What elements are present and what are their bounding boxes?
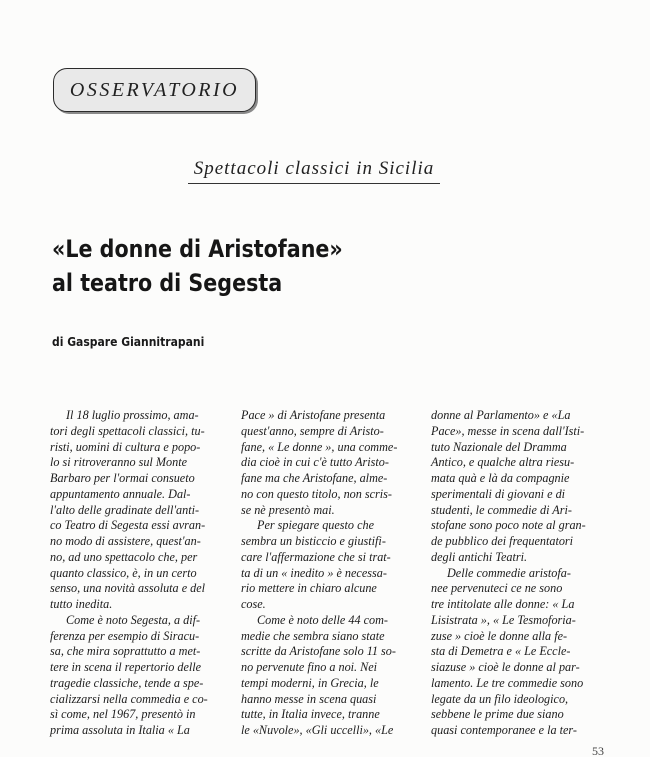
article-byline: di Gaspare Giannitrapani: [52, 335, 205, 349]
text-line: le «Nuvole», «Gli uccelli», «Le: [241, 723, 394, 737]
text-line: sperimentali di giovani e di: [431, 486, 566, 501]
text-column-3: [431, 408, 609, 739]
text-line: zuse » cioè le donne alla fe-: [431, 628, 568, 643]
text-line: se nè presentò mai.: [241, 502, 335, 517]
article-title: [52, 232, 534, 300]
section-label-box: [53, 68, 256, 112]
text-line: no pervenute fino a noi. Nei: [241, 660, 378, 674]
text-column-2: [241, 408, 419, 739]
text-line: tutte, in Italia invece, tranne: [241, 707, 380, 722]
text-line: scritte da Aristofane solo 11 so-: [241, 644, 396, 659]
text-line: quanto classico, è, in un certo: [50, 565, 197, 580]
text-line: degli antichi Teatri.: [431, 549, 528, 564]
text-line: Per spiegare questo che: [257, 518, 374, 533]
section-label: OSSERVATORIO: [69, 78, 240, 101]
text-line: hanno messe in scena quasi: [241, 691, 377, 706]
text-line: lo si ritroveranno sul Monte: [50, 455, 187, 470]
text-line: no modo di assistere, quest'an-: [50, 534, 201, 548]
text-line: studenti, le commedie di Ari-: [431, 502, 572, 517]
text-line: quasi contemporanee e la ter-: [431, 723, 577, 737]
text-line: prima assoluta in Italia « La: [50, 723, 190, 737]
text-line: tere in scena il repertorio delle: [50, 660, 202, 674]
text-line: lamento. Le tre commedie sono: [431, 675, 584, 690]
page-number: 53: [592, 744, 604, 758]
text-line: Il 18 luglio prossimo, ama-: [66, 408, 199, 422]
text-line: Pace», messe in scena dall'Isti-: [431, 423, 585, 438]
text-line: mata quà e là da compagnie: [431, 471, 570, 485]
text-line: quest'anno, sempre di Aristo-: [241, 423, 384, 438]
text-line: Delle commedie aristofa-: [447, 565, 571, 580]
text-line: Lisistrata », « Le Tesmoforia-: [431, 612, 576, 627]
text-line: tragedie classiche, tende a spe-: [50, 675, 204, 690]
text-line: cose.: [241, 597, 266, 611]
text-line: siazuse » cioè le donne al par-: [431, 660, 580, 674]
article-subtitle: Spettacoli classici in Sicilia: [193, 158, 435, 179]
text-line: l'alto delle gradinate dell'anti-: [50, 502, 200, 517]
text-line: fane, « Le donne », una comme-: [241, 439, 398, 454]
text-line: medie che sembra siano state: [241, 628, 385, 643]
text-line: de pubblico dei frequentatori: [431, 534, 574, 548]
text-line: Pace » di Aristofane presenta: [241, 408, 386, 422]
text-line: care l'affermazione che si trat-: [241, 549, 391, 564]
text-line: sebbene le prime due siano: [431, 707, 564, 722]
article-title-line: «Le donne di Aristofane»: [52, 235, 343, 263]
text-line: sì come, nel 1967, presentò in: [50, 707, 196, 722]
text-line: tempi moderni, in Grecia, le: [241, 675, 379, 690]
text-column-1: [50, 408, 228, 739]
text-line: Come è noto delle 44 com-: [257, 612, 388, 627]
text-line: sa, che mira soprattutto a met-: [50, 644, 201, 659]
text-line: dia cioè in cui c'è tutto Aristo-: [241, 455, 389, 470]
text-line: donne al Parlamento» e «La: [431, 408, 571, 422]
text-line: ta di un « inedito » è necessa-: [241, 565, 387, 580]
text-line: fane ma che Aristofane, almе-: [241, 471, 388, 485]
text-line: tre intitolate alle donne: « La: [431, 597, 575, 611]
text-line: no con questo titolo, non scris-: [241, 486, 392, 501]
text-line: tuto Nazionale del Dramma: [431, 439, 567, 454]
text-line: tutto inedita.: [50, 597, 113, 611]
text-line: Come è noto Segesta, a dif-: [66, 612, 201, 627]
text-line: rio mettere in chiaro alcune: [241, 581, 377, 596]
subtitle-block: [188, 158, 440, 184]
text-line: appuntamento annuale. Dal-: [50, 486, 191, 501]
text-line: legate da un filo ideologico,: [431, 691, 569, 706]
text-line: senso, una novità assoluta e del: [50, 581, 206, 596]
text-line: nee pervenuteci ce ne sono: [431, 581, 563, 596]
article-title-line: al teatro di Segesta: [52, 269, 283, 297]
text-line: tori degli spettacoli classici, tu-: [50, 423, 205, 438]
text-line: co Teatro di Segesta essi avran-: [50, 518, 206, 533]
text-line: Antico, e qualche altra riesu-: [431, 455, 575, 470]
text-line: sembra un bisticcio e giustifi-: [241, 534, 386, 548]
text-line: cializzarsi nella commedia e co-: [50, 691, 208, 706]
text-line: sta di Demetra e « Le Eccle-: [431, 644, 571, 659]
text-line: risti, uomini di cultura e popo-: [50, 439, 201, 454]
text-line: no, ad uno spettacolo che, per: [50, 549, 198, 564]
text-line: Barbaro per l'ormai consueto: [50, 471, 195, 485]
text-line: stofane sono poco note al gran-: [431, 518, 586, 533]
text-line: ferenza per esempio di Siracu-: [50, 628, 200, 643]
